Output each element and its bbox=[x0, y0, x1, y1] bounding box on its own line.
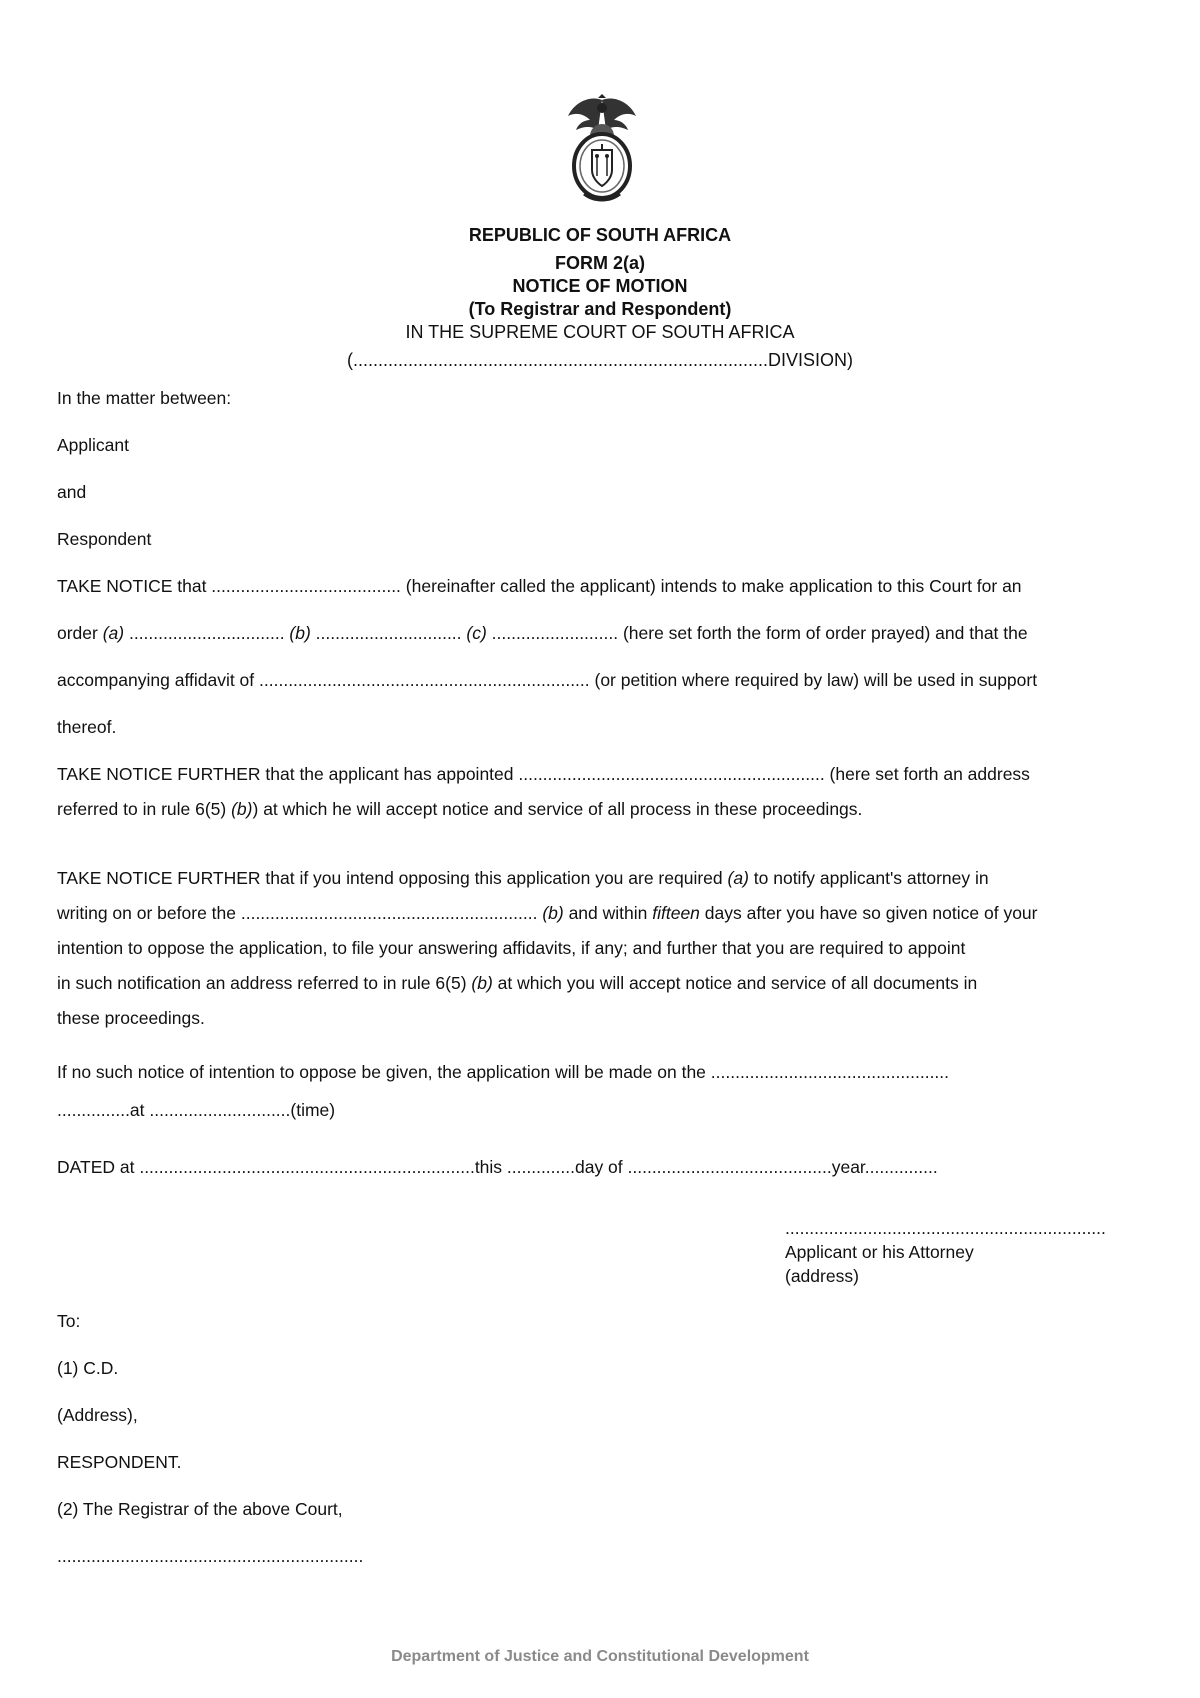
signature-line: .................................................................. bbox=[785, 1218, 1106, 1238]
para2-line2: referred to in rule 6(5) (b)) at which he will accept notice and service of all process in these proceedings. bbox=[57, 799, 863, 819]
coat-of-arms-icon bbox=[562, 94, 642, 206]
republic-heading: REPUBLIC OF SOUTH AFRICA bbox=[468, 225, 732, 245]
para3-line4: in such notification an address referred to in rule 6(5) (b) at which you will accept notice and service of all documents in bbox=[57, 973, 978, 993]
addressee-cd: (1) C.D. bbox=[57, 1358, 119, 1378]
to-label: To: bbox=[57, 1311, 81, 1331]
para3-line3: intention to oppose the application, to file your answering affidavits, if any; and further that you are required to appoint bbox=[57, 938, 966, 958]
para4-line2: ...............at .............................(time) bbox=[57, 1100, 336, 1120]
dated-line: DATED at .....................................................................this ..............day of ..........................................year............... bbox=[57, 1157, 938, 1177]
para1-line4: thereof. bbox=[57, 717, 117, 737]
form-subtitle: (To Registrar and Respondent) bbox=[468, 299, 732, 319]
para4-line1: If no such notice of intention to oppose be given, the application will be made on the ................................................. bbox=[57, 1062, 950, 1082]
applicant-label: Applicant bbox=[57, 435, 129, 455]
signature-address: (address) bbox=[785, 1266, 859, 1286]
court-division: (...................................................................................DIVISION) bbox=[346, 350, 854, 370]
para1-line2: order (a) ................................ (b) .............................. (c) .......................... (here set forth the form of order prayed) and that the bbox=[57, 623, 1028, 643]
matter-between: In the matter between: bbox=[57, 388, 232, 408]
court-name: IN THE SUPREME COURT OF SOUTH AFRICA bbox=[405, 322, 795, 342]
addressee-respondent: RESPONDENT. bbox=[57, 1452, 182, 1472]
para1-line3: accompanying affidavit of .................................................................... (or petition where required by law) will be used in support bbox=[57, 670, 1038, 690]
para3-line1: TAKE NOTICE FURTHER that if you intend opposing this application you are required (a) to notify applicant's attorney in bbox=[57, 868, 989, 888]
para3-line5: these proceedings. bbox=[57, 1008, 205, 1028]
signature-label: Applicant or his Attorney bbox=[785, 1242, 974, 1262]
respondent-label: Respondent bbox=[57, 529, 152, 549]
footer-department: Department of Justice and Constitutional Development bbox=[391, 1648, 809, 1665]
registrar-dots: ............................................................... bbox=[57, 1546, 364, 1566]
para3-line2: writing on or before the ............................................................. (b) and within fifteen days after you have so given notice of your bbox=[57, 903, 1038, 923]
and-label: and bbox=[57, 482, 87, 502]
addressee-address: (Address), bbox=[57, 1405, 138, 1425]
addressee-registrar: (2) The Registrar of the above Court, bbox=[57, 1499, 343, 1519]
form-number: FORM 2(a) bbox=[555, 253, 645, 273]
para1-line1: TAKE NOTICE that ....................................... (hereinafter called the applicant) intends to make application to this Court for an bbox=[57, 576, 1022, 596]
form-title: NOTICE OF MOTION bbox=[512, 276, 688, 296]
para2-line1: TAKE NOTICE FURTHER that the applicant has appointed ............................................................... (here set forth an address bbox=[57, 764, 1030, 784]
